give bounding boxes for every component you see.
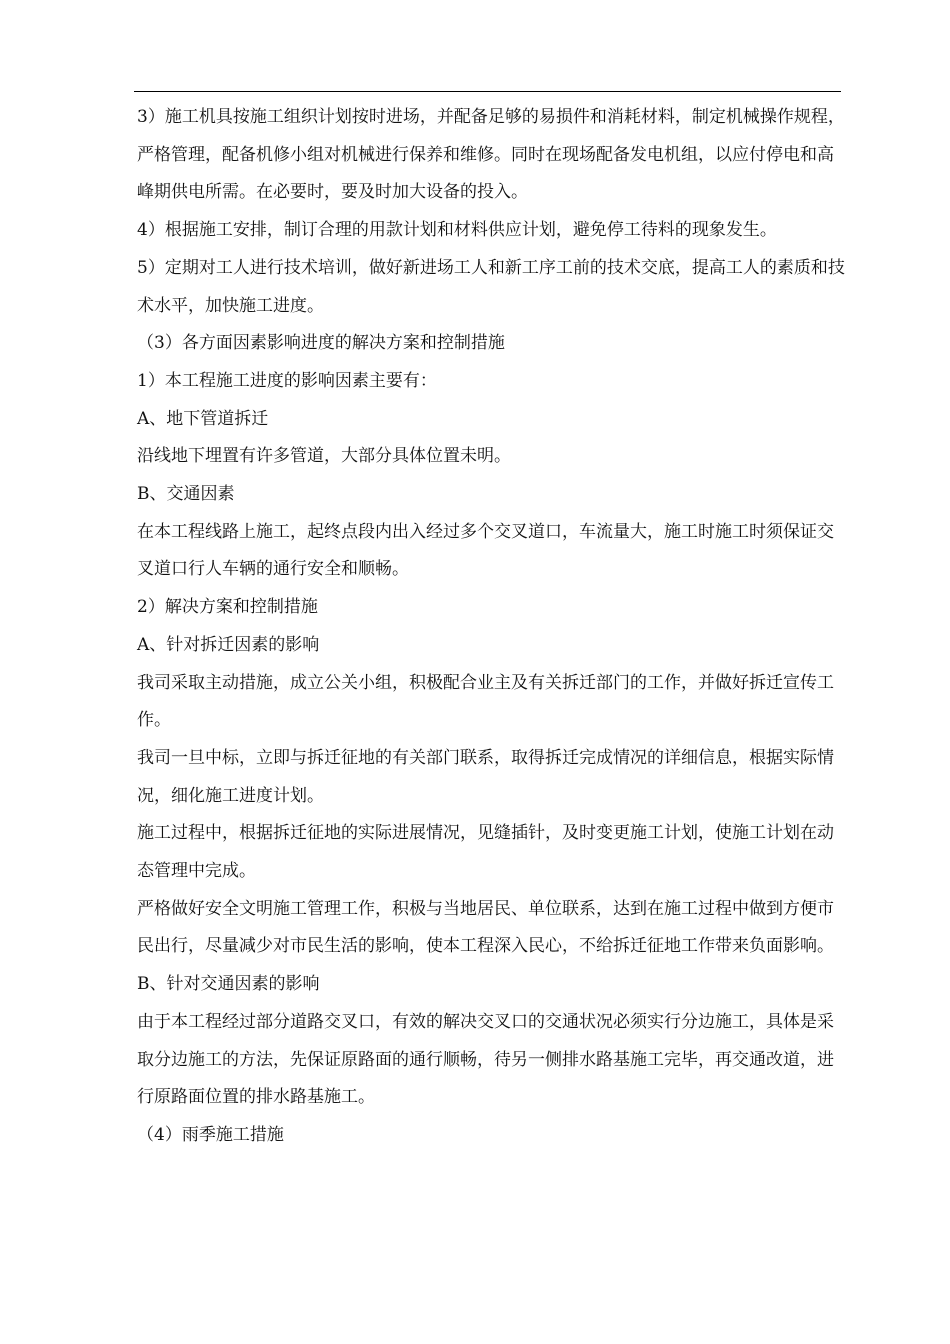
paragraph-contact-departments: 我司一旦中标，立即与拆迁征地的有关部门联系，取得拆迁完成情况的详细信息，根据实际情况，细化施工进度计划。	[137, 747, 834, 806]
subheading-relocation-measures: A、针对拆迁因素的影响	[137, 634, 320, 655]
paragraph-phased-construction: 由于本工程经过部分道路交叉口，有效的解决交叉口的交通状况必须实行分边施工，具体是采取分边施工的方法，先保证原路面的通行顺畅，待另一侧排水路基施工完毕，再交通改道，进行原路面位置的排水路基施工。	[137, 1011, 834, 1108]
paragraph-pr-team: 我司采取主动措施，成立公关小组，积极配合业主及有关拆迁部门的工作，并做好拆迁宣传工作。	[137, 672, 834, 731]
paragraph-worker-training: 5）定期对工人进行技术培训，做好新进场工人和新工序工前的技术交底，提高工人的素质和技术水平，加快施工进度。	[137, 257, 845, 316]
paragraph-traffic: 在本工程线路上施工，起终点段内出入经过多个交叉道口，车流量大，施工时施工时须保证交叉道口行人车辆的通行安全和顺畅。	[137, 521, 834, 580]
paragraph-pipelines: 沿线地下埋置有许多管道，大部分具体位置未明。	[137, 446, 511, 467]
document-body	[137, 99, 847, 1155]
paragraph-dynamic-management: 施工过程中，根据拆迁征地的实际进展情况，见缝插针，及时变更施工计划，使施工计划在动态管理中完成。	[137, 823, 834, 882]
subheading-traffic-measures: B、针对交通因素的影响	[137, 974, 320, 995]
paragraph-machinery: 3）施工机具按施工组织计划按时进场，并配备足够的易损件和消耗材料，制定机械操作规程，严格管理，配备机修小组对机械进行保养和维修。同时在现场配备发电机组，以应付停电和高峰期供电所需。在必要时，要及时加大设备的投入。	[137, 107, 845, 203]
header-rule	[134, 91, 841, 92]
subheading-traffic-factors: B、交通因素	[137, 484, 235, 505]
paragraph-civilized-construction: 严格做好安全文明施工管理工作，积极与当地居民、单位联系，达到在施工过程中做到方便市民出行，尽量减少对市民生活的影响，使本工程深入民心，不给拆迁征地工作带来负面影响。	[137, 898, 834, 957]
section-heading-4: （4）雨季施工措施	[137, 1124, 284, 1145]
paragraph-influencing-factors: 1）本工程施工进度的影响因素主要有：	[137, 370, 437, 391]
subheading-pipeline-relocation: A、地下管道拆迁	[137, 408, 269, 429]
section-heading-3: （3）各方面因素影响进度的解决方案和控制措施	[137, 333, 505, 354]
paragraph-funding-plan: 4）根据施工安排，制订合理的用款计划和材料供应计划，避免停工待料的现象发生。	[137, 220, 777, 241]
paragraph-solutions-heading: 2）解决方案和控制措施	[137, 597, 318, 618]
